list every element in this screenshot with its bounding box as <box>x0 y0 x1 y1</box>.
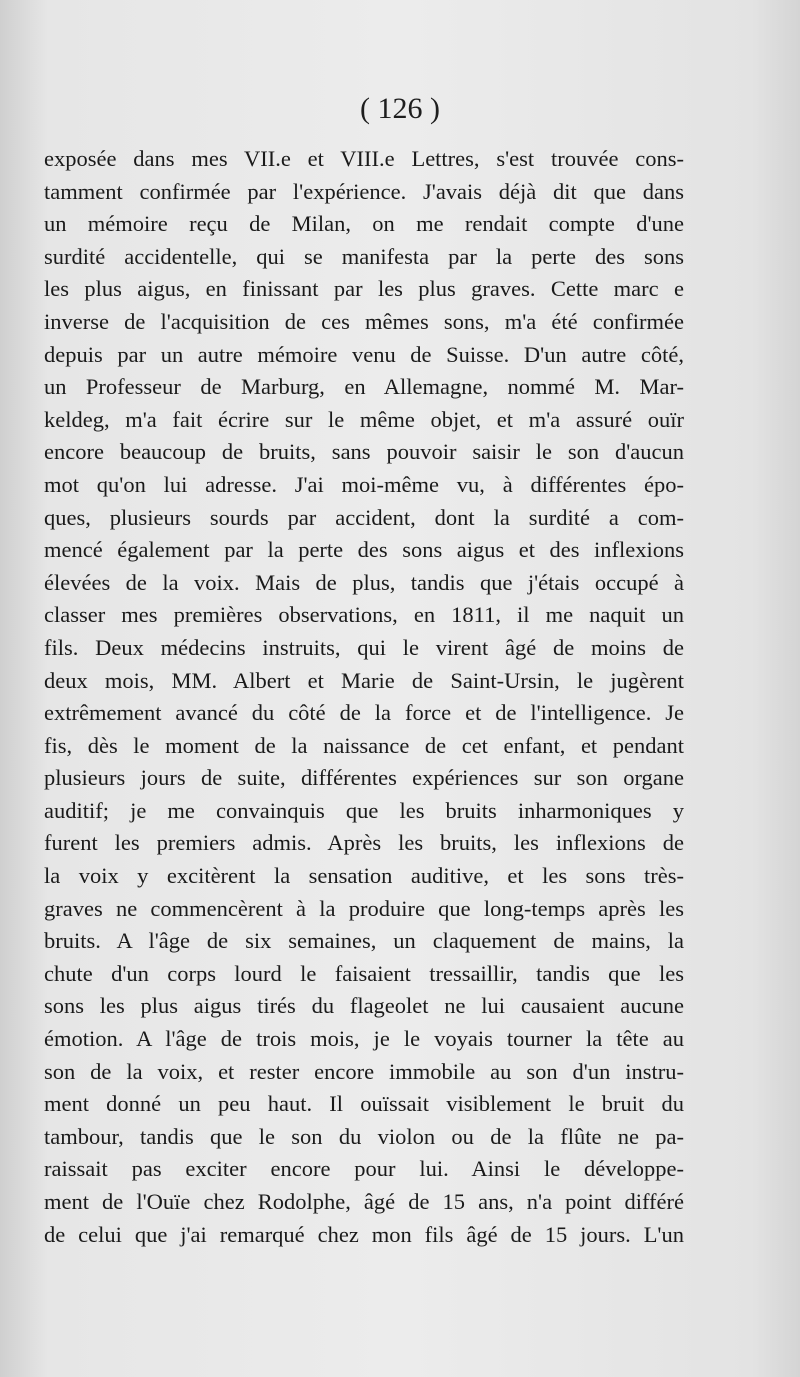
text-line: émotion. A l'âge de trois mois, je le voyais tourner la tête au <box>44 1026 684 1052</box>
text-line: la voix y excitèrent la sensation auditive, et les sons très- <box>44 863 684 889</box>
text-line: les plus aigus, en finissant par les plus graves. Cette marc e <box>44 276 684 302</box>
text-line: son de la voix, et rester encore immobile au son d'un instru- <box>44 1058 684 1084</box>
text-line: fis, dès le moment de la naissance de cet enfant, et pendant <box>44 732 684 758</box>
text-line: surdité accidentelle, qui se manifesta par la perte des sons <box>44 243 684 269</box>
text-line: mot qu'on lui adresse. J'ai moi-même vu, à différentes épo- <box>44 471 684 497</box>
text-line: sons les plus aigus tirés du flageolet ne lui causaient aucune <box>44 993 684 1019</box>
text-line: fils. Deux médecins instruits, qui le virent âgé de moins de <box>44 634 684 660</box>
text-line: classer mes premières observations, en 1811, il me naquit un <box>44 602 684 628</box>
text-line: graves ne commencèrent à la produire que long-temps après les <box>44 895 684 921</box>
text-line: ment donné un peu haut. Il ouïssait visiblement le bruit du <box>44 1091 684 1117</box>
text-line: exposée dans mes VII.e et VIII.e Lettres, s'est trouvée cons- <box>44 146 684 171</box>
text-line: furent les premiers admis. Après les bruits, les inflexions de <box>44 830 684 856</box>
text-line: keldeg, m'a fait écrire sur le même objet, et m'a assuré ouïr <box>44 406 684 432</box>
text-line: mencé également par la perte des sons aigus et des inflexions <box>44 537 684 563</box>
text-line: deux mois, MM. Albert et Marie de Saint-Ursin, le jugèrent <box>44 667 684 693</box>
text-line: extrêmement avancé du côté de la force et de l'intelligence. Je <box>44 700 684 726</box>
text-line: tambour, tandis que le son du violon ou de la flûte ne pa- <box>44 1123 684 1149</box>
text-line: auditif; je me convainquis que les bruits inharmoniques y <box>44 797 684 823</box>
text-line: encore beaucoup de bruits, sans pouvoir saisir le son d'aucun <box>44 439 684 465</box>
text-line: élevées de la voix. Mais de plus, tandis que j'étais occupé à <box>44 569 684 595</box>
text-line: ment de l'Ouïe chez Rodolphe, âgé de 15 ans, n'a point différé <box>44 1189 684 1214</box>
text-line: depuis par un autre mémoire venu de Suisse. D'un autre côté, <box>44 341 684 367</box>
text-line: tamment confirmée par l'expérience. J'avais déjà dit que dans <box>44 178 684 204</box>
page-number: ( 126 ) <box>360 92 440 125</box>
text-line: plusieurs jours de suite, différentes expériences sur son organe <box>44 765 684 791</box>
body-text <box>44 143 684 1251</box>
text-line: bruits. A l'âge de six semaines, un claquement de mains, la <box>44 928 684 954</box>
text-line: un mémoire reçu de Milan, on me rendait compte d'une <box>44 211 684 237</box>
text-line: de celui que j'ai remarqué chez mon fils âgé de 15 jours. L'un <box>44 1221 684 1247</box>
text-line: inverse de l'acquisition de ces mêmes sons, m'a été confirmée <box>44 308 684 334</box>
text-line: ques, plusieurs sourds par accident, dont la surdité a com- <box>44 504 684 530</box>
text-line: un Professeur de Marburg, en Allemagne, nommé M. Mar- <box>44 374 684 400</box>
text-line: raissait pas exciter encore pour lui. Ainsi le développe- <box>44 1156 684 1182</box>
text-line: chute d'un corps lourd le faisaient tressaillir, tandis que les <box>44 960 684 986</box>
